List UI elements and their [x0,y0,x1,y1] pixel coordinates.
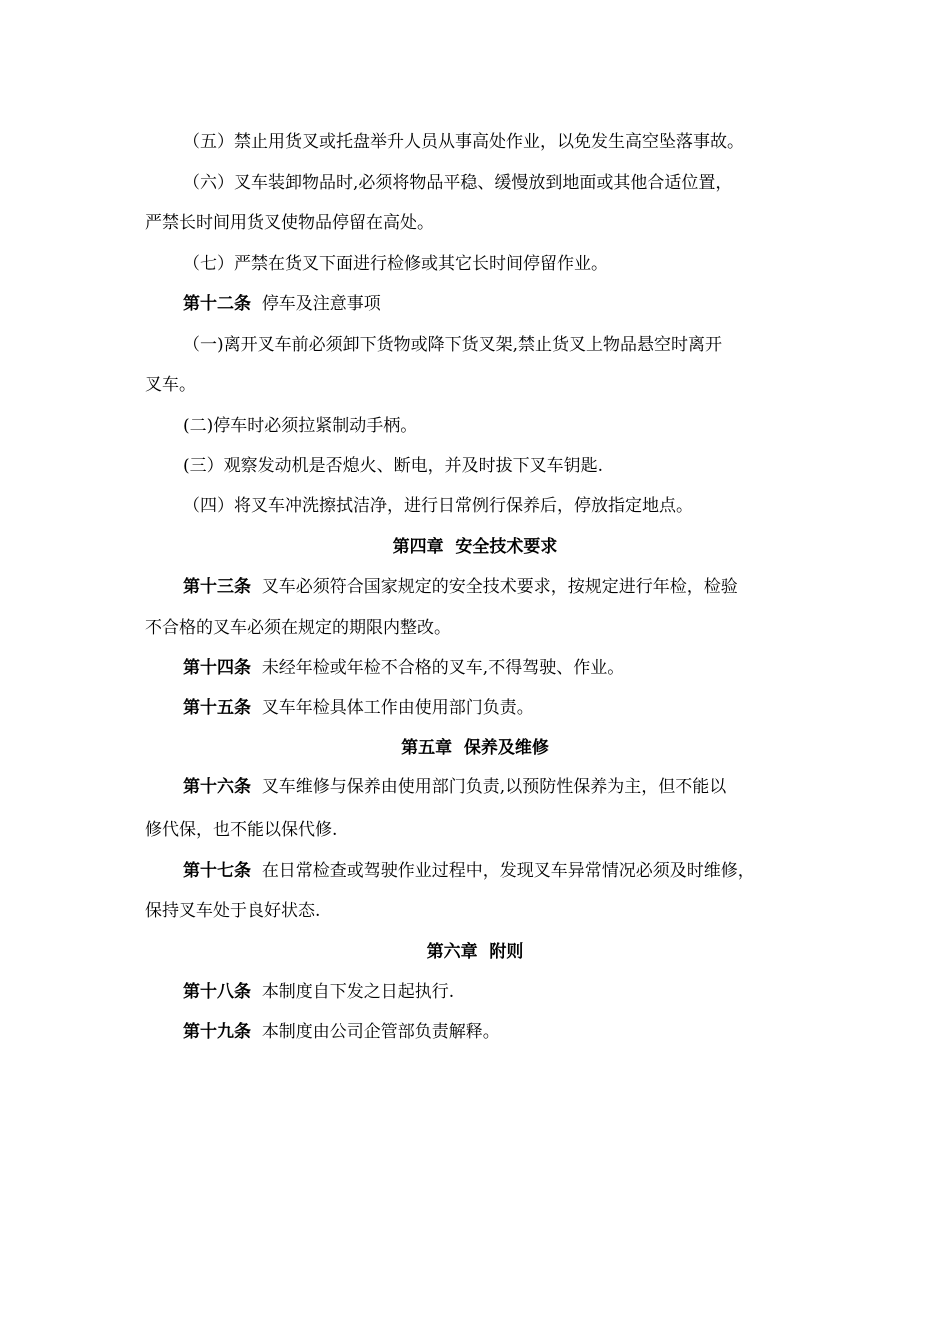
item-3-line: (三）观察发动机是否熄火、断电，并及时拔下叉车钥匙. [183,456,604,476]
chapter-5-heading: 第五章 保养及维修 [401,738,549,758]
article-label: 第十五条 [183,698,251,718]
article-14-line: 第十四条 未经年检或年检不合格的叉车,不得驾驶、作业。 [183,658,625,678]
article-15-line: 第十五条 叉车年检具体工作由使用部门负责。 [183,698,534,718]
article-12-line: 第十二条 停车及注意事项 [183,294,381,314]
clause-5-line: （五）禁止用货叉或托盘举升人员从事高处作业，以免发生高空坠落事故。 [183,132,744,152]
item-1-line-2: 叉车。 [145,375,196,395]
item-1-line-1: （一)离开叉车前必须卸下货物或降下货叉架,禁止货叉上物品悬空时离开 [183,335,723,355]
article-13-line-1: 第十三条 叉车必须符合国家规定的安全技术要求，按规定进行年检，检验 [183,577,738,597]
item-4-line: （四）将叉车冲洗擦拭洁净，进行日常例行保养后，停放指定地点。 [183,496,693,516]
article-label: 第十三条 [183,577,251,597]
article-18-line: 第十八条 本制度自下发之日起执行. [183,982,455,1002]
article-label: 第十二条 [183,294,251,314]
item-2-line: (二)停车时必须拉紧制动手柄。 [183,416,418,436]
article-label: 第十九条 [183,1022,251,1042]
clause-6-line-2: 严禁长时间用货叉使物品停留在高处。 [145,213,434,233]
article-17-line-2: 保持叉车处于良好状态. [145,901,321,921]
chapter-6-heading: 第六章 附则 [426,942,524,962]
article-16-line-1: 第十六条 叉车维修与保养由使用部门负责,以预防性保养为主，但不能以 [183,777,727,797]
article-label: 第十六条 [183,777,251,797]
article-16-line-2: 修代保，也不能以保代修. [145,820,338,840]
article-19-line: 第十九条 本制度由公司企管部负责解释。 [183,1022,500,1042]
clause-6-line-1: （六）叉车装卸物品时,必须将物品平稳、缓慢放到地面或其他合适位置， [183,173,733,193]
article-17-line-1: 第十七条 在日常检查或驾驶作业过程中，发现叉车异常情况必须及时维修， [183,861,755,881]
chapter-4-heading: 第四章 安全技术要求 [392,537,558,557]
article-label: 第十八条 [183,982,251,1002]
article-13-line-2: 不合格的叉车必须在规定的期限内整改。 [145,618,451,638]
clause-7-line: （七）严禁在货叉下面进行检修或其它长时间停留作业。 [183,254,608,274]
article-label: 第十四条 [183,658,251,678]
article-label: 第十七条 [183,861,251,881]
